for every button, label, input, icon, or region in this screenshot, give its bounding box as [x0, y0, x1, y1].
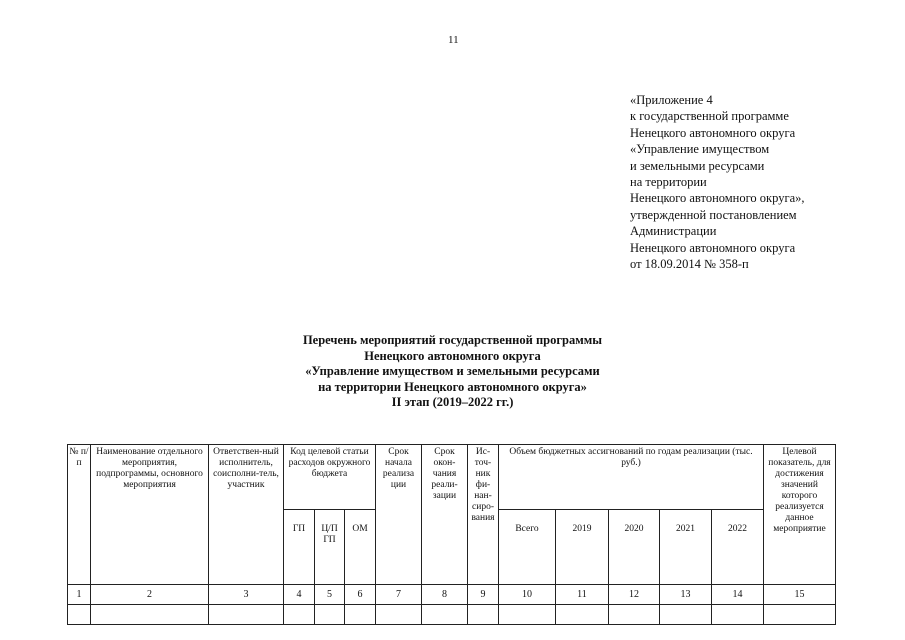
header-om: ОМ: [345, 510, 376, 585]
column-number: 3: [209, 585, 284, 605]
appendix-line: «Приложение 4: [630, 93, 713, 107]
title-line: «Управление имуществом и земельными ресурсами: [305, 364, 600, 379]
table-cell: [660, 605, 712, 625]
appendix-line: «Управление имуществом: [630, 142, 770, 157]
header-budget-code: Код целевой статьи расходов окружного бюджета: [284, 445, 376, 510]
appendix-line: Администрации: [630, 224, 717, 239]
column-number: 14: [712, 585, 764, 605]
title-line: на территории Ненецкого автономного округа»: [318, 379, 587, 394]
appendix-block: [630, 92, 890, 272]
column-number: 8: [422, 585, 468, 605]
column-number: 7: [376, 585, 422, 605]
appendix-line: к государственной программе: [630, 109, 789, 124]
table-cell: [468, 605, 499, 625]
header-gp: ГП: [284, 510, 315, 585]
column-number: 10: [499, 585, 556, 605]
table-row: [68, 605, 836, 625]
appendix-line: и земельными ресурсами: [630, 158, 765, 173]
header-year-2021: 2021: [660, 510, 712, 585]
header-year-2020: 2020: [609, 510, 660, 585]
table-cell: [499, 605, 556, 625]
table-cell: [422, 605, 468, 625]
appendix-line: утвержденной постановлением: [630, 207, 797, 222]
column-number: 5: [315, 585, 345, 605]
header-total: Всего: [499, 510, 556, 585]
table-cell: [345, 605, 376, 625]
column-number: 9: [468, 585, 499, 605]
header-executor: Ответствен-ный исполнитель, соисполни-тель, участник: [209, 445, 284, 585]
measures-table: [67, 444, 836, 625]
appendix-line: от 18.09.2014 № 358-п: [630, 257, 749, 272]
document-title: [200, 333, 705, 411]
table-cell: [376, 605, 422, 625]
header-number: № п/п: [68, 445, 91, 585]
header-cp-gp: Ц/П ГП: [315, 510, 345, 585]
page-number: 11: [448, 34, 459, 46]
column-number: 12: [609, 585, 660, 605]
header-budget-volume: Объем бюджетных ассигнований по годам реализации (тыс. руб.): [499, 445, 764, 510]
table-cell: [91, 605, 209, 625]
header-target-indicator: Целевой показатель, для достижения значений которого реализуется данное мероприятие: [764, 445, 836, 585]
table-cell: [209, 605, 284, 625]
table-cell: [712, 605, 764, 625]
appendix-line: Ненецкого автономного округа: [630, 240, 796, 255]
column-number: 11: [556, 585, 609, 605]
appendix-line: на территории: [630, 175, 707, 190]
header-end-date: Срок окон-чания реали-зации: [422, 445, 468, 585]
title-line: Ненецкого автономного округа: [364, 348, 541, 363]
column-number: 4: [284, 585, 315, 605]
header-year-2022: 2022: [712, 510, 764, 585]
column-number-row: [68, 585, 836, 605]
table-cell: [764, 605, 836, 625]
title-line: Перечень мероприятий государственной программы: [302, 333, 603, 347]
column-number: 1: [68, 585, 91, 605]
header-funding-source: Ис-точ-ник фи-нан-сиро-вания: [468, 445, 499, 585]
title-line: II этап (2019–2022 гг.): [391, 395, 514, 410]
table-cell: [68, 605, 91, 625]
header-year-2019: 2019: [556, 510, 609, 585]
table-cell: [556, 605, 609, 625]
column-number: 6: [345, 585, 376, 605]
appendix-line: Ненецкого автономного округа»,: [630, 191, 805, 206]
header-activity-name: Наименование отдельного мероприятия, подпрограммы, основного мероприятия: [91, 445, 209, 585]
column-number: 2: [91, 585, 209, 605]
header-start-date: Срок начала реализа ции: [376, 445, 422, 585]
appendix-line: Ненецкого автономного округа: [630, 125, 796, 140]
table-cell: [609, 605, 660, 625]
column-number: 15: [764, 585, 836, 605]
column-number: 13: [660, 585, 712, 605]
table-cell: [284, 605, 315, 625]
table-cell: [315, 605, 345, 625]
